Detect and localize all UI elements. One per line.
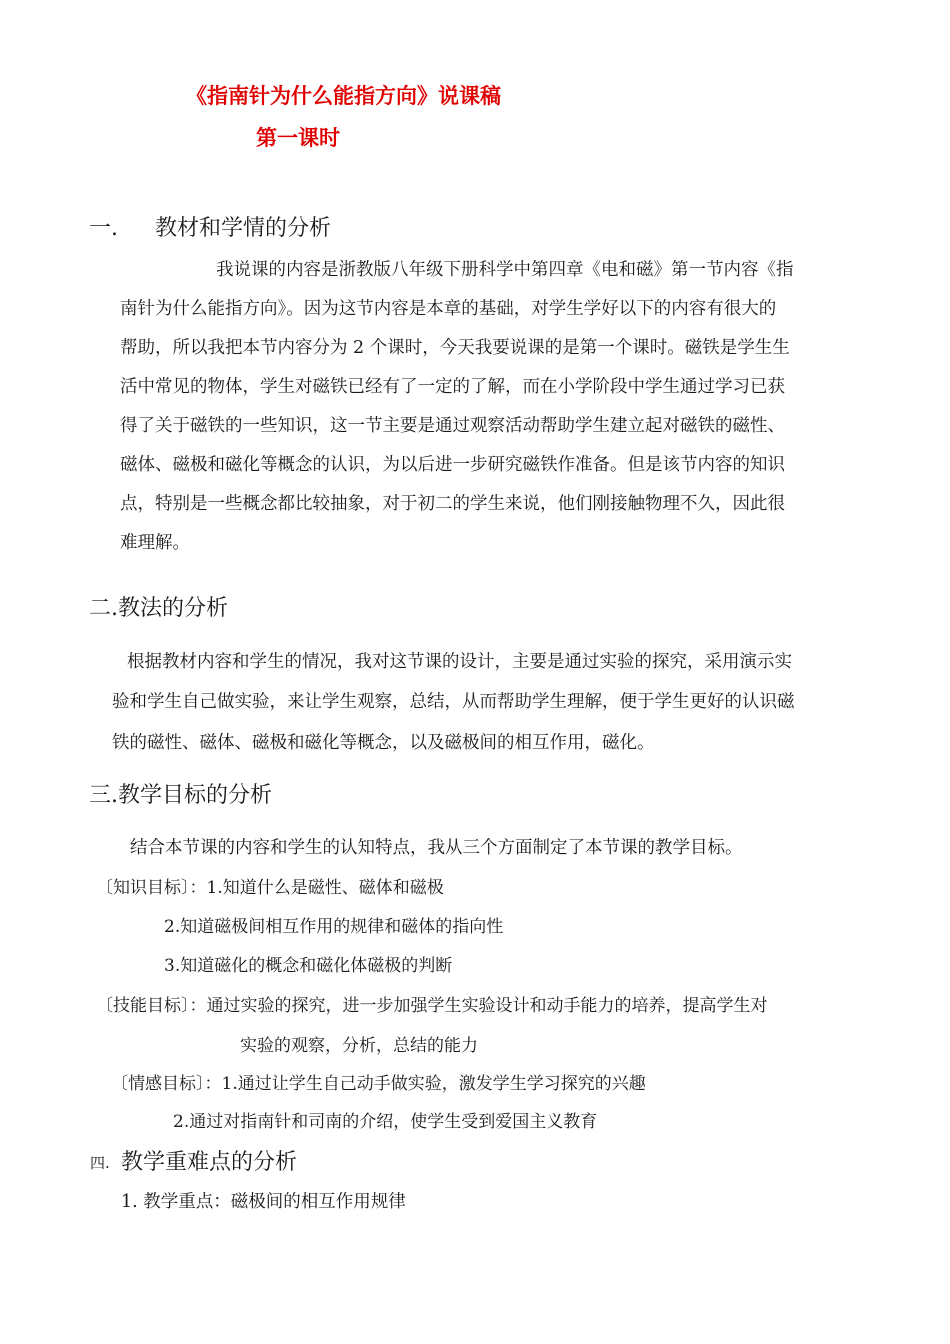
section-1-line: 我说课的内容是浙教版八年级下册科学中第四章《电和磁》第一节内容《指 bbox=[216, 260, 794, 280]
section-1-line: 活中常见的物体，学生对磁铁已经有了一定的了解，而在小学阶段中学生通过学习已获 bbox=[120, 377, 785, 397]
section-3-heading: 三.教学目标的分析 bbox=[89, 783, 272, 808]
knowledge-goal-line: 3.知道磁化的概念和磁化体磁极的判断 bbox=[164, 956, 453, 976]
section-2-line: 根据教材内容和学生的情况，我对这节课的设计，主要是通过实验的探究，采用演示实 bbox=[127, 652, 792, 672]
emotion-goal-line: 2.通过对指南针和司南的介绍，使学生受到爱国主义教育 bbox=[173, 1112, 598, 1132]
section-1-line: 得了关于磁铁的一些知识，这一节主要是通过观察活动帮助学生建立起对磁铁的磁性、 bbox=[120, 416, 785, 436]
section-1-line: 磁体、磁极和磁化等概念的认识，为以后进一步研究磁铁作准备。但是该节内容的知识 bbox=[120, 455, 785, 475]
section-2-heading: 二.教法的分析 bbox=[89, 596, 228, 621]
section-3-intro: 结合本节课的内容和学生的认知特点，我从三个方面制定了本节课的教学目标。 bbox=[130, 838, 743, 858]
document-subtitle: 第一课时 bbox=[256, 125, 340, 150]
section-4-heading: 教学重难点的分析 bbox=[121, 1150, 298, 1175]
section-1-line: 难理解。 bbox=[120, 533, 190, 553]
section-1-line: 帮助，所以我把本节内容分为 2 个课时，今天我要说课的是第一个课时。磁铁是学生生 bbox=[120, 338, 790, 358]
section-4-item: 1. 教学重点：磁极间的相互作用规律 bbox=[121, 1192, 406, 1212]
emotion-goal-line: 〔情感目标〕：1.通过让学生自己动手做实验，激发学生学习探究的兴趣 bbox=[111, 1074, 646, 1094]
section-1-heading: 教材和学情的分析 bbox=[155, 216, 332, 241]
section-1-line: 南针为什么能指方向》。因为这节内容是本章的基础，对学生学好以下的内容有很大的 bbox=[120, 299, 777, 319]
skill-goal-line: 〔技能目标〕：通过实验的探究，进一步加强学生实验设计和动手能力的培养，提高学生对 bbox=[96, 996, 768, 1016]
section-2-line: 验和学生自己做实验，来让学生观察，总结，从而帮助学生理解，便于学生更好的认识磁 bbox=[112, 692, 795, 712]
skill-goal-line: 实验的观察，分析，总结的能力 bbox=[240, 1036, 478, 1056]
section-1-line: 点，特别是一些概念都比较抽象，对于初二的学生来说，他们刚接触物理不久，因此很 bbox=[120, 494, 785, 514]
knowledge-goal-line: 〔知识目标〕：1.知道什么是磁性、磁体和磁极 bbox=[96, 878, 444, 898]
section-1-number: 一. bbox=[89, 216, 118, 241]
knowledge-goal-line: 2.知道磁极间相互作用的规律和磁体的指向性 bbox=[164, 917, 504, 937]
section-2-line: 铁的磁性、磁体、磁极和磁化等概念，以及磁极间的相互作用，磁化。 bbox=[112, 733, 655, 753]
document-title: 《指南针为什么能指方向》说课稿 bbox=[186, 83, 501, 108]
section-4-number: 四. bbox=[90, 1154, 110, 1172]
